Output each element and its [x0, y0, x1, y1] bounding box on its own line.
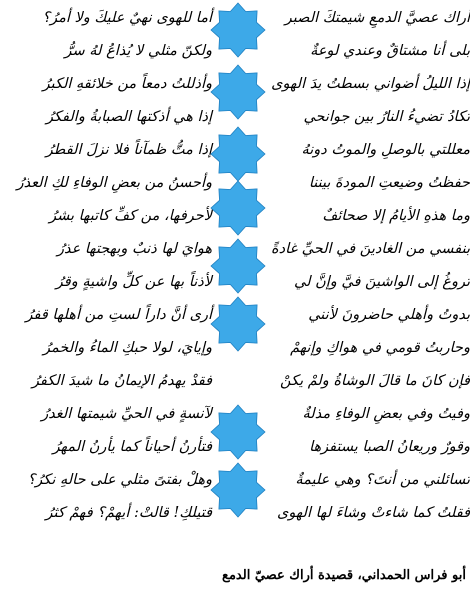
verse-second-hemistich: فقدْ يهدمُ الإيمانُ ما شيدَ الكفرُ	[31, 373, 212, 389]
verse-second-hemistich: ولكنّ مثلي لا يُذاعُ لهُ سرُّ	[64, 43, 212, 59]
verse-second-hemistich: قتيلكِ! قالتْ: أيهمْ؟ فهمْ كثرُ	[45, 505, 212, 521]
verse-second-hemistich: أرى أنَّ داراً لستِ من أهلها قفرُ	[25, 307, 212, 323]
star-shape	[211, 405, 265, 459]
star-ornament-icon	[210, 462, 266, 518]
verse-second-hemistich: إذا هي أذكتها الصبابةُ والفكرُ	[46, 109, 212, 125]
star-ornament-icon	[210, 238, 266, 294]
verse-second-hemistich: وأحسنُ من بعضِ الوفاءِ لكِ العذرُ	[16, 175, 212, 191]
verse-first-hemistich: فإن كانَ ما قالَ الوشاةُ ولمْ يكنْ	[280, 373, 470, 389]
verse-first-hemistich: بنفسي من الغادينَ في الحيِّ غادةً	[271, 241, 470, 257]
verse-second-hemistich: فتأرنُ أحياناً كما يأرنُ المهرُ	[52, 439, 212, 455]
star-ornament-icon	[210, 64, 266, 120]
verse-second-hemistich: أما للهوى نهيٌ عليكَ ولا أمرُ؟	[42, 10, 212, 26]
star-shape	[211, 65, 265, 119]
verse-first-hemistich: تروغُ إلى الواشينَ فيَّ وإنَّ لي	[294, 274, 470, 290]
verse-first-hemistich: معللتي بالوصلِ والموتُ دونهُ	[301, 142, 470, 158]
verse-first-hemistich: وحاربتُ قومي في هواكِ وإنهمْ	[290, 340, 470, 356]
verse-second-hemistich: لآنسةٍ في الحيِّ شيمتها الغدرُ	[41, 406, 212, 422]
star-ornament-icon	[210, 2, 266, 58]
star-ornament-icon	[210, 404, 266, 460]
verse-first-hemistich: تسائلني من أنتَ؟ وهي عليمةٌ	[295, 472, 470, 488]
star-shape	[211, 239, 265, 293]
star-shape	[211, 181, 265, 235]
star-column	[210, 0, 266, 540]
star-shape	[211, 297, 265, 351]
star-shape	[211, 127, 265, 181]
verse-first-hemistich: إذا الليلُ أضواني بسطتُ يدَ الهوى	[271, 76, 470, 92]
verse-first-hemistich: حفظتُ وضيعتِ المودةَ بيننا	[308, 175, 470, 191]
verse-first-hemistich: أراك عصيَّ الدمعِ شيمتكَ الصبر	[284, 10, 470, 26]
verse-second-hemistich: وأذللتُ دمعاً من خلائقهِ الكبرُ	[42, 76, 212, 92]
verse-second-hemistich: لأحرفها، من كفِّ كاتبها بشرُ	[49, 208, 212, 224]
star-ornament-icon	[210, 126, 266, 182]
verse-first-hemistich: وقورٌ وريعانُ الصبا يستفزها	[309, 439, 470, 455]
star-ornament-icon	[210, 296, 266, 352]
verse-first-hemistich: تكادُ تضيءُ النارُ بين جوانحي	[303, 109, 470, 125]
verse-first-hemistich: بلى أنا مشتاقٌ وعندي لوعةٌ	[310, 43, 470, 59]
star-shape	[211, 3, 265, 57]
verse-second-hemistich: لأذناً بها عن كلِّ واشيةٍ وقرُ	[55, 274, 212, 290]
verse-first-hemistich: وما هذهِ الأيامُ إلا صحائفٌ	[322, 208, 470, 224]
verse-second-hemistich: وإيايَ، لولا حبكِ الماءُ والخمرُ	[43, 340, 212, 356]
verse-first-hemistich: وفيتُ وفي بعضِ الوفاءِ مذلةٌ	[302, 406, 470, 422]
verse-second-hemistich: إذا متُّ ظمآناً فلا نزلَ القطرُ	[45, 142, 212, 158]
poem-caption: أبو فراس الحمداني، قصيدة أراك عصيّ الدمع	[222, 568, 466, 583]
verse-second-hemistich: وهلْ بفتىً مثلي على حالهِ نكرُ؟	[27, 472, 212, 488]
star-shape	[211, 463, 265, 517]
verse-second-hemistich: هوايَ لها ذنبٌ وبهجتها عذرُ	[56, 241, 212, 257]
verse-first-hemistich: فقلتُ كما شاءتْ وشاءَ لها الهوى	[277, 505, 470, 521]
star-ornament-icon	[210, 180, 266, 236]
verse-first-hemistich: بدوتُ وأهلي حاضرونَ لأنني	[308, 307, 470, 323]
